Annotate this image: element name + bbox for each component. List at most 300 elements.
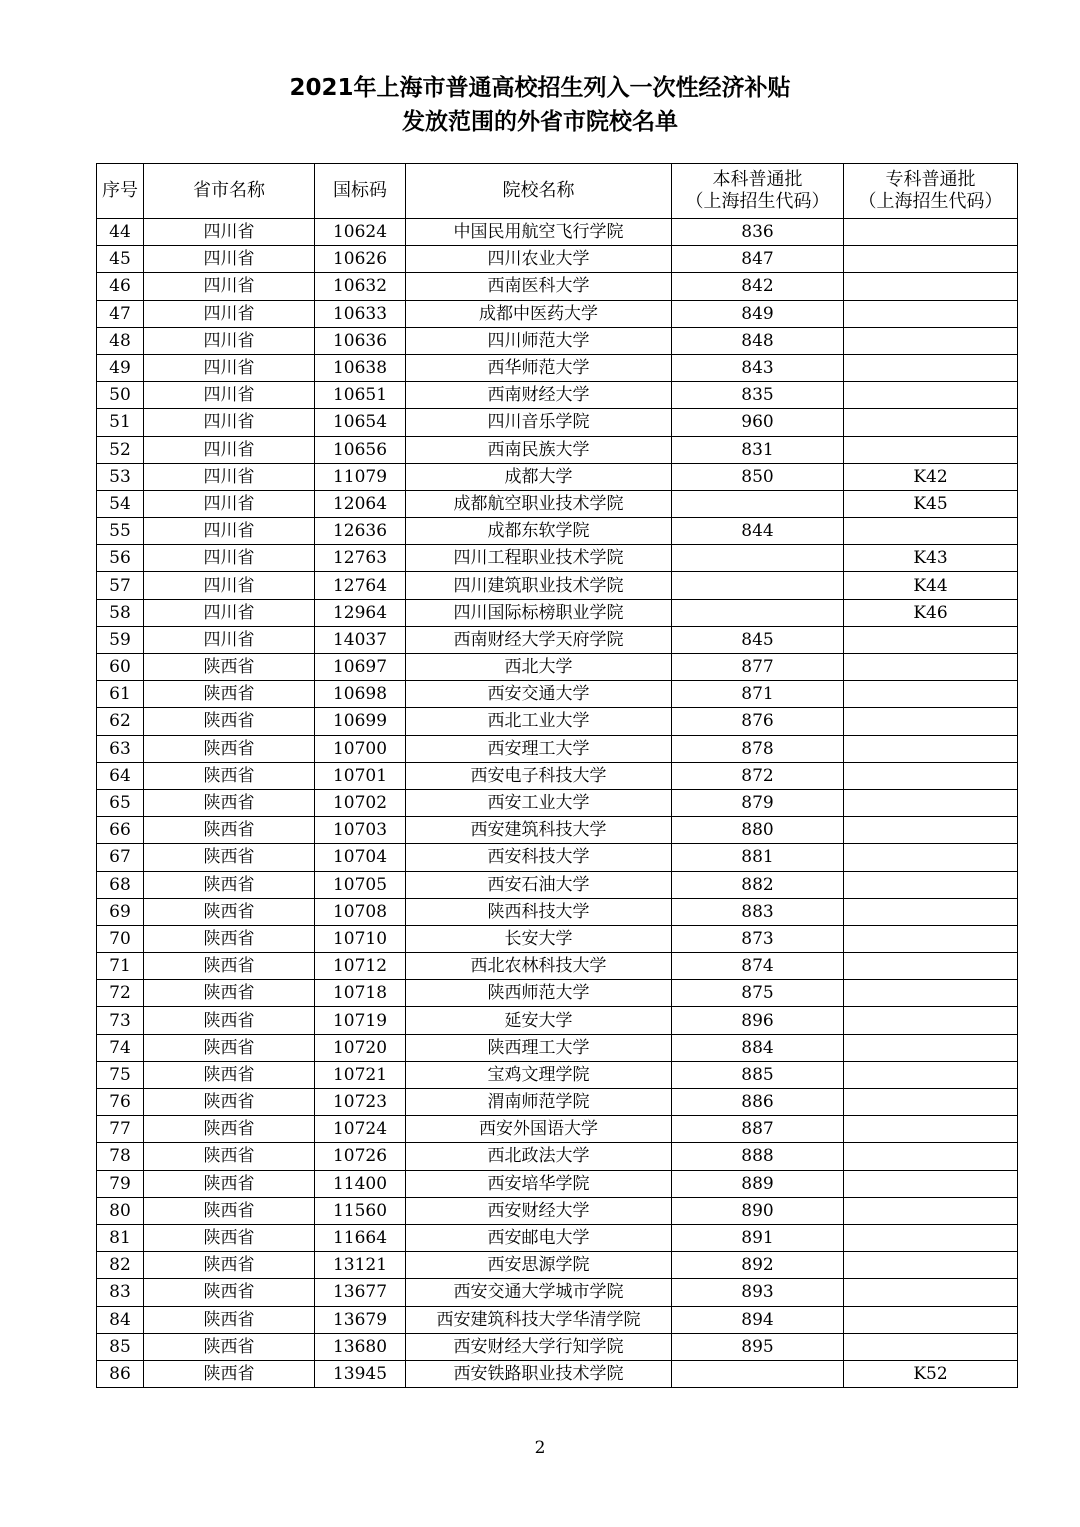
cell-code: 10699 bbox=[315, 708, 406, 735]
cell-undergrad-code: 894 bbox=[672, 1306, 844, 1333]
cell-undergrad-code: 895 bbox=[672, 1333, 844, 1360]
table-row bbox=[97, 762, 1018, 789]
cell-school: 西北工业大学 bbox=[406, 708, 672, 735]
cell-junior-code bbox=[844, 898, 1018, 925]
cell-province: 陕西省 bbox=[144, 1143, 315, 1170]
cell-code: 13945 bbox=[315, 1360, 406, 1387]
cell-school: 四川师范大学 bbox=[406, 327, 672, 354]
table-body bbox=[97, 219, 1018, 1388]
cell-seq: 80 bbox=[97, 1197, 144, 1224]
cell-undergrad-code: 874 bbox=[672, 953, 844, 980]
cell-seq: 78 bbox=[97, 1143, 144, 1170]
cell-school: 四川农业大学 bbox=[406, 246, 672, 273]
cell-province: 四川省 bbox=[144, 572, 315, 599]
cell-junior-code: K46 bbox=[844, 599, 1018, 626]
cell-seq: 57 bbox=[97, 572, 144, 599]
cell-junior-code bbox=[844, 844, 1018, 871]
cell-junior-code bbox=[844, 1252, 1018, 1279]
cell-school: 西华师范大学 bbox=[406, 354, 672, 381]
table-row bbox=[97, 1333, 1018, 1360]
cell-junior-code bbox=[844, 409, 1018, 436]
cell-province: 陕西省 bbox=[144, 980, 315, 1007]
cell-school: 西安思源学院 bbox=[406, 1252, 672, 1279]
header-code: 国标码 bbox=[315, 164, 406, 219]
cell-seq: 69 bbox=[97, 898, 144, 925]
cell-school: 西北大学 bbox=[406, 654, 672, 681]
cell-province: 陕西省 bbox=[144, 1034, 315, 1061]
cell-junior-code: K42 bbox=[844, 463, 1018, 490]
cell-code: 10710 bbox=[315, 925, 406, 952]
cell-school: 西南民族大学 bbox=[406, 436, 672, 463]
cell-junior-code bbox=[844, 1116, 1018, 1143]
cell-code: 10704 bbox=[315, 844, 406, 871]
cell-school: 西安交通大学城市学院 bbox=[406, 1279, 672, 1306]
cell-province: 陕西省 bbox=[144, 654, 315, 681]
table-row bbox=[97, 980, 1018, 1007]
table-row bbox=[97, 1306, 1018, 1333]
document-title-line-2: 发放范围的外省市院校名单 bbox=[402, 109, 678, 135]
cell-code: 10654 bbox=[315, 409, 406, 436]
cell-province: 陕西省 bbox=[144, 735, 315, 762]
cell-school: 四川工程职业技术学院 bbox=[406, 545, 672, 572]
cell-seq: 49 bbox=[97, 354, 144, 381]
table-row bbox=[97, 1061, 1018, 1088]
table-row bbox=[97, 463, 1018, 490]
cell-junior-code bbox=[844, 300, 1018, 327]
cell-code: 12064 bbox=[315, 490, 406, 517]
cell-junior-code bbox=[844, 708, 1018, 735]
table-row bbox=[97, 327, 1018, 354]
header-seq: 序号 bbox=[97, 164, 144, 219]
cell-province: 四川省 bbox=[144, 354, 315, 381]
cell-code: 10723 bbox=[315, 1089, 406, 1116]
cell-code: 10708 bbox=[315, 898, 406, 925]
cell-junior-code bbox=[844, 925, 1018, 952]
cell-school: 成都大学 bbox=[406, 463, 672, 490]
cell-seq: 86 bbox=[97, 1360, 144, 1387]
cell-school: 中国民用航空飞行学院 bbox=[406, 219, 672, 246]
cell-undergrad-code: 845 bbox=[672, 626, 844, 653]
cell-province: 四川省 bbox=[144, 327, 315, 354]
cell-junior-code bbox=[844, 654, 1018, 681]
cell-school: 长安大学 bbox=[406, 925, 672, 952]
cell-province: 四川省 bbox=[144, 409, 315, 436]
table-row bbox=[97, 1007, 1018, 1034]
cell-junior-code: K45 bbox=[844, 490, 1018, 517]
cell-undergrad-code: 844 bbox=[672, 518, 844, 545]
cell-seq: 70 bbox=[97, 925, 144, 952]
cell-school: 西安铁路职业技术学院 bbox=[406, 1360, 672, 1387]
table-row bbox=[97, 1197, 1018, 1224]
cell-seq: 60 bbox=[97, 654, 144, 681]
cell-seq: 59 bbox=[97, 626, 144, 653]
cell-province: 四川省 bbox=[144, 382, 315, 409]
cell-seq: 58 bbox=[97, 599, 144, 626]
cell-code: 10702 bbox=[315, 789, 406, 816]
cell-undergrad-code: 872 bbox=[672, 762, 844, 789]
table-row bbox=[97, 1116, 1018, 1143]
cell-province: 陕西省 bbox=[144, 1360, 315, 1387]
cell-seq: 51 bbox=[97, 409, 144, 436]
table-row bbox=[97, 219, 1018, 246]
cell-province: 陕西省 bbox=[144, 898, 315, 925]
cell-seq: 46 bbox=[97, 273, 144, 300]
cell-province: 陕西省 bbox=[144, 1224, 315, 1251]
cell-undergrad-code: 885 bbox=[672, 1061, 844, 1088]
cell-junior-code bbox=[844, 980, 1018, 1007]
table-row bbox=[97, 871, 1018, 898]
cell-junior-code: K43 bbox=[844, 545, 1018, 572]
cell-junior-code bbox=[844, 1143, 1018, 1170]
cell-code: 10656 bbox=[315, 436, 406, 463]
cell-code: 10720 bbox=[315, 1034, 406, 1061]
cell-province: 四川省 bbox=[144, 490, 315, 517]
cell-undergrad-code: 850 bbox=[672, 463, 844, 490]
cell-junior-code bbox=[844, 1306, 1018, 1333]
cell-school: 西安培华学院 bbox=[406, 1170, 672, 1197]
cell-school: 陕西科技大学 bbox=[406, 898, 672, 925]
cell-province: 四川省 bbox=[144, 300, 315, 327]
table-row bbox=[97, 409, 1018, 436]
table-row bbox=[97, 1170, 1018, 1197]
header-undergrad bbox=[672, 164, 844, 219]
table-row bbox=[97, 925, 1018, 952]
cell-code: 10701 bbox=[315, 762, 406, 789]
cell-seq: 76 bbox=[97, 1089, 144, 1116]
cell-province: 四川省 bbox=[144, 463, 315, 490]
school-list-table bbox=[96, 163, 1018, 1388]
cell-undergrad-code bbox=[672, 1360, 844, 1387]
table-row bbox=[97, 518, 1018, 545]
cell-undergrad-code: 896 bbox=[672, 1007, 844, 1034]
cell-code: 11079 bbox=[315, 463, 406, 490]
table-row bbox=[97, 545, 1018, 572]
table-row bbox=[97, 626, 1018, 653]
cell-junior-code bbox=[844, 327, 1018, 354]
document-title-line-1: 2021年上海市普通高校招生列入一次性经济补贴 bbox=[289, 75, 791, 101]
cell-school: 陕西理工大学 bbox=[406, 1034, 672, 1061]
cell-code: 10724 bbox=[315, 1116, 406, 1143]
cell-seq: 53 bbox=[97, 463, 144, 490]
cell-seq: 47 bbox=[97, 300, 144, 327]
table-row bbox=[97, 382, 1018, 409]
table-row bbox=[97, 1252, 1018, 1279]
cell-seq: 44 bbox=[97, 219, 144, 246]
cell-seq: 75 bbox=[97, 1061, 144, 1088]
cell-school: 西安石油大学 bbox=[406, 871, 672, 898]
cell-seq: 52 bbox=[97, 436, 144, 463]
table-row bbox=[97, 1224, 1018, 1251]
cell-code: 10626 bbox=[315, 246, 406, 273]
cell-seq: 85 bbox=[97, 1333, 144, 1360]
cell-school: 四川建筑职业技术学院 bbox=[406, 572, 672, 599]
cell-school: 西安财经大学 bbox=[406, 1197, 672, 1224]
table-row bbox=[97, 1360, 1018, 1387]
cell-junior-code: K52 bbox=[844, 1360, 1018, 1387]
cell-undergrad-code: 888 bbox=[672, 1143, 844, 1170]
cell-seq: 64 bbox=[97, 762, 144, 789]
table-row bbox=[97, 1089, 1018, 1116]
cell-junior-code bbox=[844, 1333, 1018, 1360]
cell-junior-code bbox=[844, 735, 1018, 762]
cell-junior-code bbox=[844, 1061, 1018, 1088]
cell-school: 四川音乐学院 bbox=[406, 409, 672, 436]
page-number: 2 bbox=[534, 1438, 546, 1458]
header-junior-line-2: （上海招生代码） bbox=[858, 191, 1003, 212]
cell-seq: 77 bbox=[97, 1116, 144, 1143]
table-row bbox=[97, 1034, 1018, 1061]
cell-junior-code bbox=[844, 789, 1018, 816]
cell-province: 陕西省 bbox=[144, 1333, 315, 1360]
cell-school: 西安财经大学行知学院 bbox=[406, 1333, 672, 1360]
cell-seq: 61 bbox=[97, 681, 144, 708]
cell-code: 13121 bbox=[315, 1252, 406, 1279]
cell-undergrad-code: 881 bbox=[672, 844, 844, 871]
cell-undergrad-code: 849 bbox=[672, 300, 844, 327]
table-row bbox=[97, 490, 1018, 517]
cell-province: 陕西省 bbox=[144, 681, 315, 708]
cell-seq: 62 bbox=[97, 708, 144, 735]
cell-junior-code bbox=[844, 1224, 1018, 1251]
cell-undergrad-code: 836 bbox=[672, 219, 844, 246]
cell-code: 14037 bbox=[315, 626, 406, 653]
cell-school: 西安建筑科技大学 bbox=[406, 817, 672, 844]
cell-code: 10721 bbox=[315, 1061, 406, 1088]
cell-undergrad-code: 877 bbox=[672, 654, 844, 681]
cell-undergrad-code: 878 bbox=[672, 735, 844, 762]
cell-school: 西安交通大学 bbox=[406, 681, 672, 708]
table-row bbox=[97, 246, 1018, 273]
cell-code: 10633 bbox=[315, 300, 406, 327]
cell-junior-code bbox=[844, 817, 1018, 844]
cell-province: 陕西省 bbox=[144, 871, 315, 898]
cell-province: 陕西省 bbox=[144, 1116, 315, 1143]
cell-school: 西南财经大学 bbox=[406, 382, 672, 409]
cell-school: 成都中医药大学 bbox=[406, 300, 672, 327]
cell-code: 13677 bbox=[315, 1279, 406, 1306]
cell-seq: 79 bbox=[97, 1170, 144, 1197]
cell-province: 陕西省 bbox=[144, 1170, 315, 1197]
header-undergrad-line-2: （上海招生代码） bbox=[685, 191, 830, 212]
cell-undergrad-code: 887 bbox=[672, 1116, 844, 1143]
header-junior-line-1: 专科普通批 bbox=[885, 169, 976, 190]
cell-school: 西安建筑科技大学华清学院 bbox=[406, 1306, 672, 1333]
cell-junior-code bbox=[844, 219, 1018, 246]
cell-seq: 55 bbox=[97, 518, 144, 545]
cell-undergrad-code bbox=[672, 599, 844, 626]
cell-seq: 63 bbox=[97, 735, 144, 762]
cell-code: 10697 bbox=[315, 654, 406, 681]
cell-seq: 74 bbox=[97, 1034, 144, 1061]
cell-code: 10636 bbox=[315, 327, 406, 354]
cell-code: 10638 bbox=[315, 354, 406, 381]
cell-seq: 65 bbox=[97, 789, 144, 816]
cell-junior-code bbox=[844, 436, 1018, 463]
cell-school: 西北农林科技大学 bbox=[406, 953, 672, 980]
table-row bbox=[97, 898, 1018, 925]
cell-code: 10718 bbox=[315, 980, 406, 1007]
cell-undergrad-code: 873 bbox=[672, 925, 844, 952]
cell-seq: 83 bbox=[97, 1279, 144, 1306]
cell-seq: 50 bbox=[97, 382, 144, 409]
cell-school: 西北政法大学 bbox=[406, 1143, 672, 1170]
cell-seq: 66 bbox=[97, 817, 144, 844]
cell-school: 西安工业大学 bbox=[406, 789, 672, 816]
cell-code: 12964 bbox=[315, 599, 406, 626]
header-school: 院校名称 bbox=[406, 164, 672, 219]
cell-school: 西南财经大学天府学院 bbox=[406, 626, 672, 653]
table-row bbox=[97, 572, 1018, 599]
table-row bbox=[97, 354, 1018, 381]
cell-undergrad-code: 893 bbox=[672, 1279, 844, 1306]
header-province: 省市名称 bbox=[144, 164, 315, 219]
cell-junior-code bbox=[844, 871, 1018, 898]
cell-junior-code bbox=[844, 1197, 1018, 1224]
cell-undergrad-code: 831 bbox=[672, 436, 844, 463]
cell-province: 陕西省 bbox=[144, 925, 315, 952]
table-row bbox=[97, 1143, 1018, 1170]
cell-province: 四川省 bbox=[144, 436, 315, 463]
cell-code: 11664 bbox=[315, 1224, 406, 1251]
cell-undergrad-code: 960 bbox=[672, 409, 844, 436]
cell-undergrad-code: 886 bbox=[672, 1089, 844, 1116]
cell-junior-code bbox=[844, 681, 1018, 708]
cell-code: 10712 bbox=[315, 953, 406, 980]
cell-junior-code bbox=[844, 626, 1018, 653]
cell-undergrad-code: 879 bbox=[672, 789, 844, 816]
cell-junior-code bbox=[844, 1089, 1018, 1116]
cell-undergrad-code: 880 bbox=[672, 817, 844, 844]
header-undergrad-line-1: 本科普通批 bbox=[712, 169, 803, 190]
table-row bbox=[97, 436, 1018, 463]
cell-code: 10698 bbox=[315, 681, 406, 708]
table-row bbox=[97, 735, 1018, 762]
cell-school: 渭南师范学院 bbox=[406, 1089, 672, 1116]
cell-seq: 54 bbox=[97, 490, 144, 517]
cell-code: 12764 bbox=[315, 572, 406, 599]
cell-province: 陕西省 bbox=[144, 844, 315, 871]
cell-code: 10632 bbox=[315, 273, 406, 300]
cell-school: 延安大学 bbox=[406, 1007, 672, 1034]
cell-school: 宝鸡文理学院 bbox=[406, 1061, 672, 1088]
cell-province: 四川省 bbox=[144, 599, 315, 626]
cell-junior-code bbox=[844, 1279, 1018, 1306]
cell-undergrad-code: 871 bbox=[672, 681, 844, 708]
cell-seq: 72 bbox=[97, 980, 144, 1007]
cell-province: 四川省 bbox=[144, 219, 315, 246]
cell-undergrad-code bbox=[672, 572, 844, 599]
cell-code: 13680 bbox=[315, 1333, 406, 1360]
cell-code: 13679 bbox=[315, 1306, 406, 1333]
cell-code: 11400 bbox=[315, 1170, 406, 1197]
cell-province: 陕西省 bbox=[144, 1306, 315, 1333]
cell-province: 陕西省 bbox=[144, 1089, 315, 1116]
cell-undergrad-code: 847 bbox=[672, 246, 844, 273]
cell-province: 四川省 bbox=[144, 273, 315, 300]
cell-school: 西安理工大学 bbox=[406, 735, 672, 762]
cell-province: 四川省 bbox=[144, 246, 315, 273]
cell-junior-code bbox=[844, 273, 1018, 300]
cell-code: 10703 bbox=[315, 817, 406, 844]
cell-undergrad-code bbox=[672, 545, 844, 572]
cell-seq: 81 bbox=[97, 1224, 144, 1251]
cell-code: 10705 bbox=[315, 871, 406, 898]
cell-seq: 67 bbox=[97, 844, 144, 871]
table-row bbox=[97, 953, 1018, 980]
cell-province: 陕西省 bbox=[144, 1279, 315, 1306]
cell-junior-code bbox=[844, 246, 1018, 273]
cell-school: 陕西师范大学 bbox=[406, 980, 672, 1007]
cell-province: 陕西省 bbox=[144, 708, 315, 735]
cell-undergrad-code: 890 bbox=[672, 1197, 844, 1224]
table-row bbox=[97, 300, 1018, 327]
cell-seq: 56 bbox=[97, 545, 144, 572]
cell-province: 四川省 bbox=[144, 545, 315, 572]
cell-undergrad-code: 842 bbox=[672, 273, 844, 300]
cell-seq: 84 bbox=[97, 1306, 144, 1333]
cell-undergrad-code: 891 bbox=[672, 1224, 844, 1251]
cell-school: 西安邮电大学 bbox=[406, 1224, 672, 1251]
cell-code: 12636 bbox=[315, 518, 406, 545]
cell-school: 四川国际标榜职业学院 bbox=[406, 599, 672, 626]
table-row bbox=[97, 1279, 1018, 1306]
cell-code: 10700 bbox=[315, 735, 406, 762]
cell-undergrad-code bbox=[672, 490, 844, 517]
cell-province: 陕西省 bbox=[144, 817, 315, 844]
cell-junior-code bbox=[844, 518, 1018, 545]
table-row bbox=[97, 599, 1018, 626]
cell-undergrad-code: 875 bbox=[672, 980, 844, 1007]
cell-code: 10719 bbox=[315, 1007, 406, 1034]
cell-school: 西南医科大学 bbox=[406, 273, 672, 300]
cell-code: 10651 bbox=[315, 382, 406, 409]
cell-school: 西安外国语大学 bbox=[406, 1116, 672, 1143]
cell-junior-code: K44 bbox=[844, 572, 1018, 599]
cell-code: 10624 bbox=[315, 219, 406, 246]
cell-junior-code bbox=[844, 1170, 1018, 1197]
cell-seq: 68 bbox=[97, 871, 144, 898]
cell-undergrad-code: 892 bbox=[672, 1252, 844, 1279]
cell-province: 陕西省 bbox=[144, 953, 315, 980]
cell-code: 11560 bbox=[315, 1197, 406, 1224]
table-row bbox=[97, 817, 1018, 844]
table-row bbox=[97, 789, 1018, 816]
table-row bbox=[97, 654, 1018, 681]
cell-seq: 82 bbox=[97, 1252, 144, 1279]
cell-undergrad-code: 835 bbox=[672, 382, 844, 409]
cell-seq: 71 bbox=[97, 953, 144, 980]
cell-code: 12763 bbox=[315, 545, 406, 572]
cell-junior-code bbox=[844, 1007, 1018, 1034]
cell-junior-code bbox=[844, 354, 1018, 381]
table-row bbox=[97, 273, 1018, 300]
cell-province: 陕西省 bbox=[144, 1007, 315, 1034]
cell-seq: 45 bbox=[97, 246, 144, 273]
cell-province: 陕西省 bbox=[144, 1252, 315, 1279]
cell-province: 陕西省 bbox=[144, 789, 315, 816]
cell-junior-code bbox=[844, 953, 1018, 980]
table-header-row bbox=[97, 164, 1018, 219]
cell-school: 西安科技大学 bbox=[406, 844, 672, 871]
cell-undergrad-code: 889 bbox=[672, 1170, 844, 1197]
cell-undergrad-code: 883 bbox=[672, 898, 844, 925]
cell-undergrad-code: 884 bbox=[672, 1034, 844, 1061]
cell-school: 成都东软学院 bbox=[406, 518, 672, 545]
header-junior bbox=[844, 164, 1018, 219]
cell-school: 成都航空职业技术学院 bbox=[406, 490, 672, 517]
cell-undergrad-code: 848 bbox=[672, 327, 844, 354]
cell-seq: 48 bbox=[97, 327, 144, 354]
